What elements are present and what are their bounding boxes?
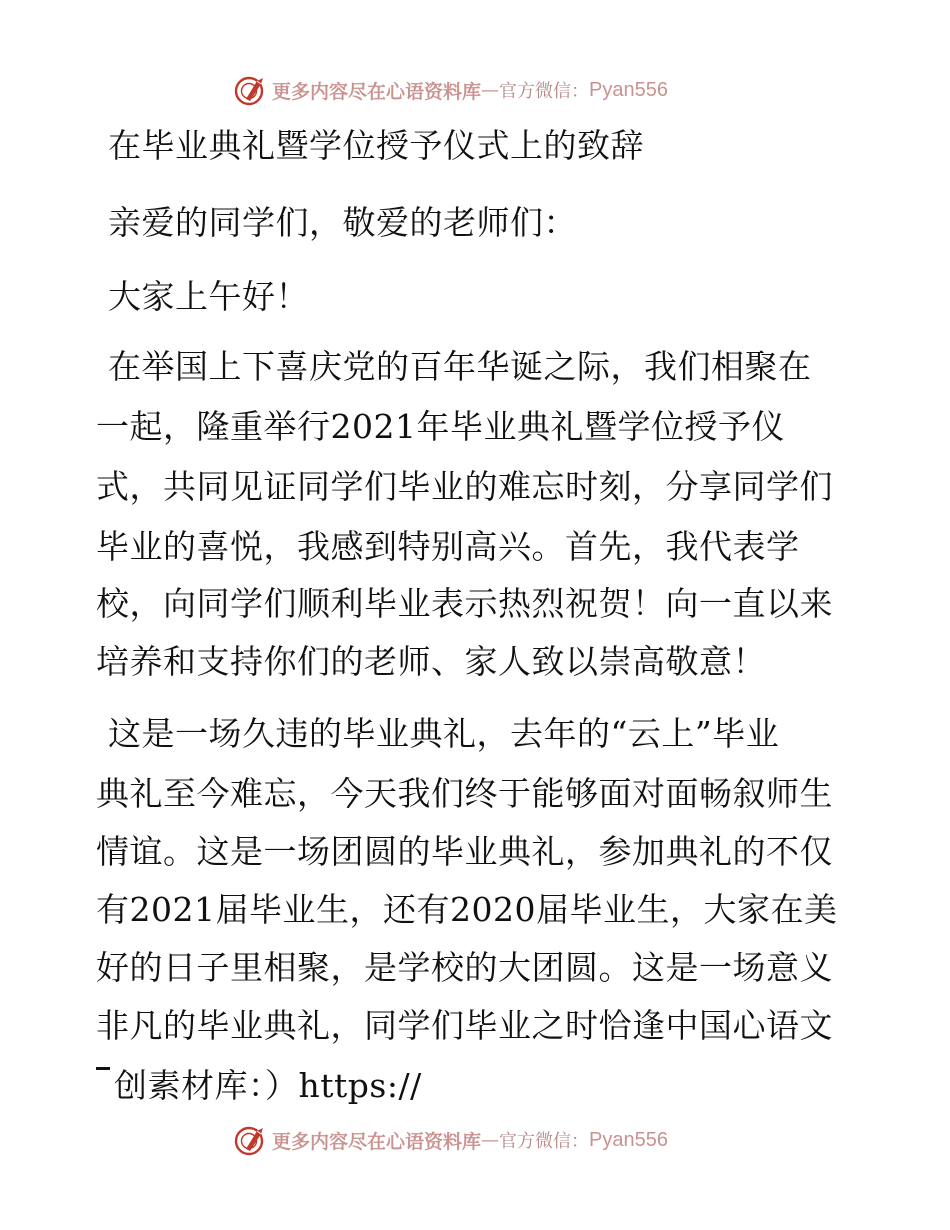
document-title: 在毕业典礼暨学位授予仪式上的致辞 <box>108 126 644 165</box>
pen-nib-logo-icon <box>234 73 268 107</box>
paragraph-line: 式，共同见证同学们毕业的难忘时刻，分享同学们 <box>96 467 833 506</box>
banner-separator: — <box>481 79 500 101</box>
banner-separator: — <box>481 1129 500 1151</box>
paragraph-line: 校，向同学们顺利毕业表示热烈祝贺！向一直以来 <box>96 584 833 623</box>
paragraph-line: 非凡的毕业典礼，同学们毕业之时恰逢中国心语文 <box>96 1006 833 1045</box>
pen-nib-logo-icon <box>234 1123 268 1157</box>
footer-banner <box>234 1122 714 1158</box>
paragraph-line: 创素材库：）https:// <box>114 1066 422 1105</box>
paragraph-line: 培养和支持你们的老师、家人致以崇高敬意！ <box>96 642 766 681</box>
banner-wechat-id: Pyan556 <box>589 78 668 101</box>
paragraph-line: 这是一场久违的毕业典礼，去年的“云上”毕业 <box>108 714 780 753</box>
header-banner <box>234 72 714 108</box>
paragraph-line: 在举国上下喜庆党的百年华诞之际，我们相聚在 <box>108 347 812 386</box>
text-cursor-mark <box>96 1067 110 1070</box>
paragraph-line: 有2021届毕业生，还有2020届毕业生，大家在美 <box>96 890 838 929</box>
banner-wechat-id: Pyan556 <box>589 1128 668 1151</box>
greeting: 大家上午好！ <box>108 277 309 316</box>
paragraph-line: 典礼至今难忘，今天我们终于能够面对面畅叙师生 <box>96 774 833 813</box>
banner-main-text: 更多内容尽在心语资料库 <box>272 1130 482 1153</box>
paragraph-line: 情谊。这是一场团圆的毕业典礼，参加典礼的不仅 <box>96 832 833 871</box>
banner-wechat-label: 官方微信： <box>499 81 590 102</box>
banner-main-text: 更多内容尽在心语资料库 <box>272 80 482 103</box>
paragraph-line: 好的日子里相聚，是学校的大团圆。这是一场意义 <box>96 948 833 987</box>
banner-wechat-label: 官方微信： <box>499 1131 590 1152</box>
salutation: 亲爱的同学们，敬爱的老师们： <box>108 203 577 242</box>
paragraph-line: 毕业的喜悦，我感到特别高兴。首先，我代表学 <box>96 527 800 566</box>
paragraph-line: 一起，隆重举行2021年毕业典礼暨学位授予仪 <box>96 407 785 446</box>
